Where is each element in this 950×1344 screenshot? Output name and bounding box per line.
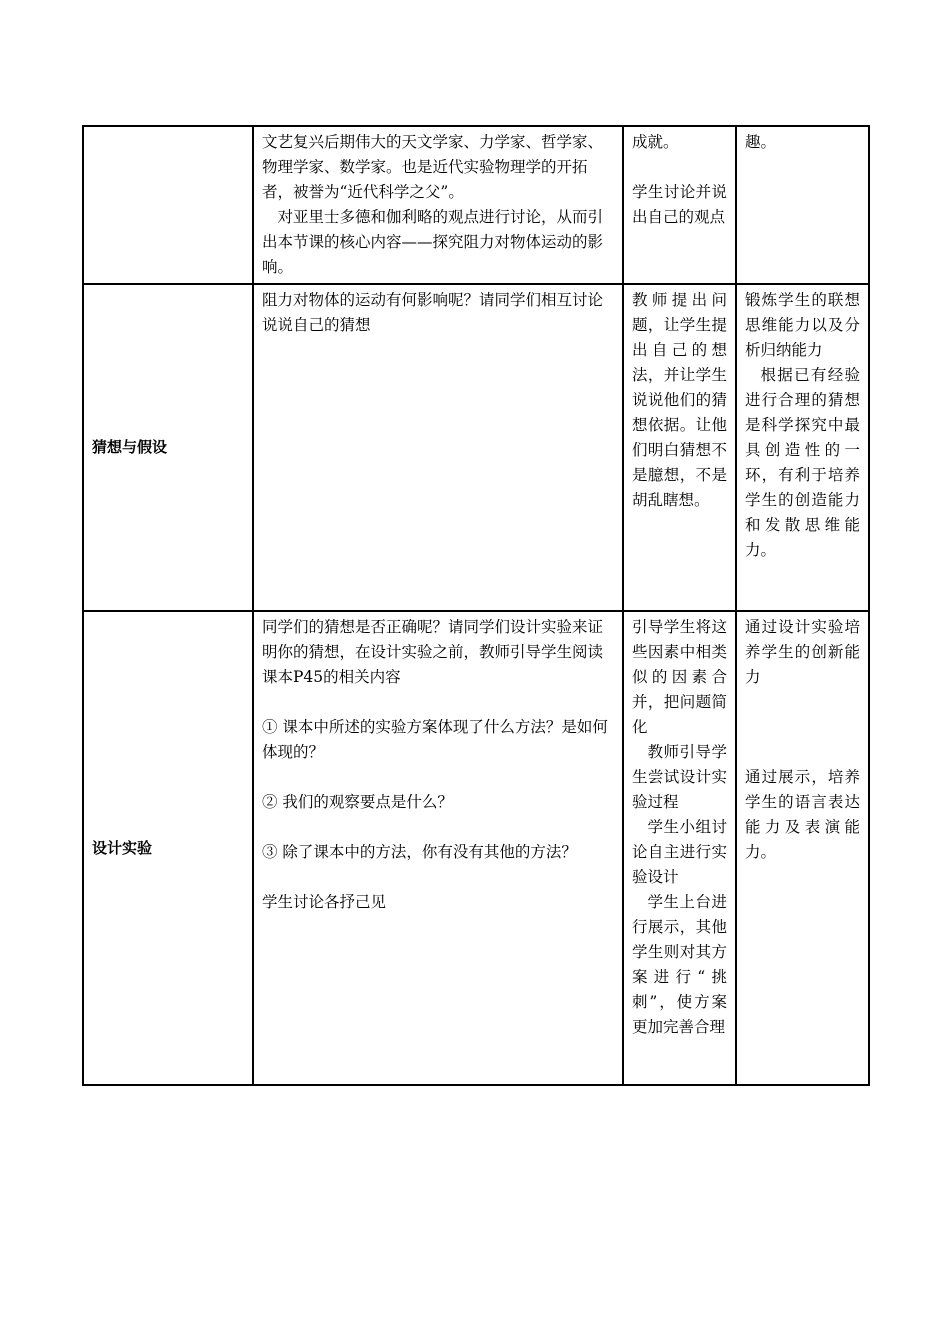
content-paragraph: 对亚里士多德和伽利略的观点进行讨论，从而引出本节课的核心内容——探究阻力对物体运动的影响。	[262, 208, 604, 276]
content-paragraph: 阻力对物体的运动有何影响呢？请同学们相互讨论说说自己的猜想	[262, 291, 604, 334]
intent-paragraph: 通过设计实验培养学生的创新能力	[745, 618, 860, 686]
content-cell	[253, 126, 623, 284]
intent-paragraph: 趣。	[745, 133, 777, 151]
intent-cell	[736, 284, 869, 611]
content-paragraph: 学生讨论各抒己见	[262, 893, 387, 911]
table-row	[83, 611, 869, 1085]
content-cell	[253, 284, 623, 611]
activity-paragraph: 学生上台进行展示，其他学生则对其方案进行“挑刺”，使方案更加完善合理	[632, 893, 727, 1036]
activity-paragraph: 成就。	[632, 133, 679, 151]
activity-cell	[623, 284, 736, 611]
activity-paragraph: 教师引导学生尝试设计实验过程	[632, 743, 727, 811]
stage-cell	[83, 126, 253, 284]
intent-paragraph: 通过展示，培养学生的语言表达能力及表演能力。	[745, 768, 860, 861]
activity-paragraph: 教师提出问题，让学生提出自己的想法，并让学生说说他们的猜想依据。让他们明白猜想不是臆想，不是胡乱瞎想。	[632, 291, 727, 509]
activity-paragraph: 引导学生将这些因素中相类似的因素合并，把问题简化	[632, 618, 727, 736]
activity-cell	[623, 611, 736, 1085]
table-row	[83, 284, 869, 611]
intent-paragraph: 根据已有经验进行合理的猜想是科学探究中最具创造性的一环，有利于培养学生的创造能力和发散思维能力。	[745, 366, 860, 559]
content-paragraph: 同学们的猜想是否正确呢？请同学们设计实验来证明你的猜想，在设计实验之前，教师引导学生阅读课本P45的相关内容	[262, 618, 604, 686]
activity-cell	[623, 126, 736, 284]
activity-paragraph: 学生小组讨论自主进行实验设计	[632, 818, 727, 886]
lesson-plan-table	[82, 125, 870, 1086]
intent-paragraph: 锻炼学生的联想思维能力以及分析归纳能力	[745, 291, 860, 359]
content-paragraph: ① 课本中所述的实验方案体现了什么方法？是如何体现的？	[262, 718, 608, 761]
table-row	[83, 126, 869, 284]
content-paragraph: 文艺复兴后期伟大的天文学家、力学家、哲学家、物理学家、数学家。也是近代实验物理学的开拓者，被誉为“近代科学之父”。	[262, 133, 604, 201]
activity-paragraph: 学生讨论并说出自己的观点	[632, 183, 727, 226]
content-paragraph: ③ 除了课本中的方法，你有没有其他的方法？	[262, 843, 577, 861]
intent-cell	[736, 126, 869, 284]
content-paragraph: ② 我们的观察要点是什么？	[262, 793, 453, 811]
stage-cell: 猜想与假设	[83, 284, 253, 611]
stage-cell: 设计实验	[83, 611, 253, 1085]
intent-cell	[736, 611, 869, 1085]
content-cell	[253, 611, 623, 1085]
